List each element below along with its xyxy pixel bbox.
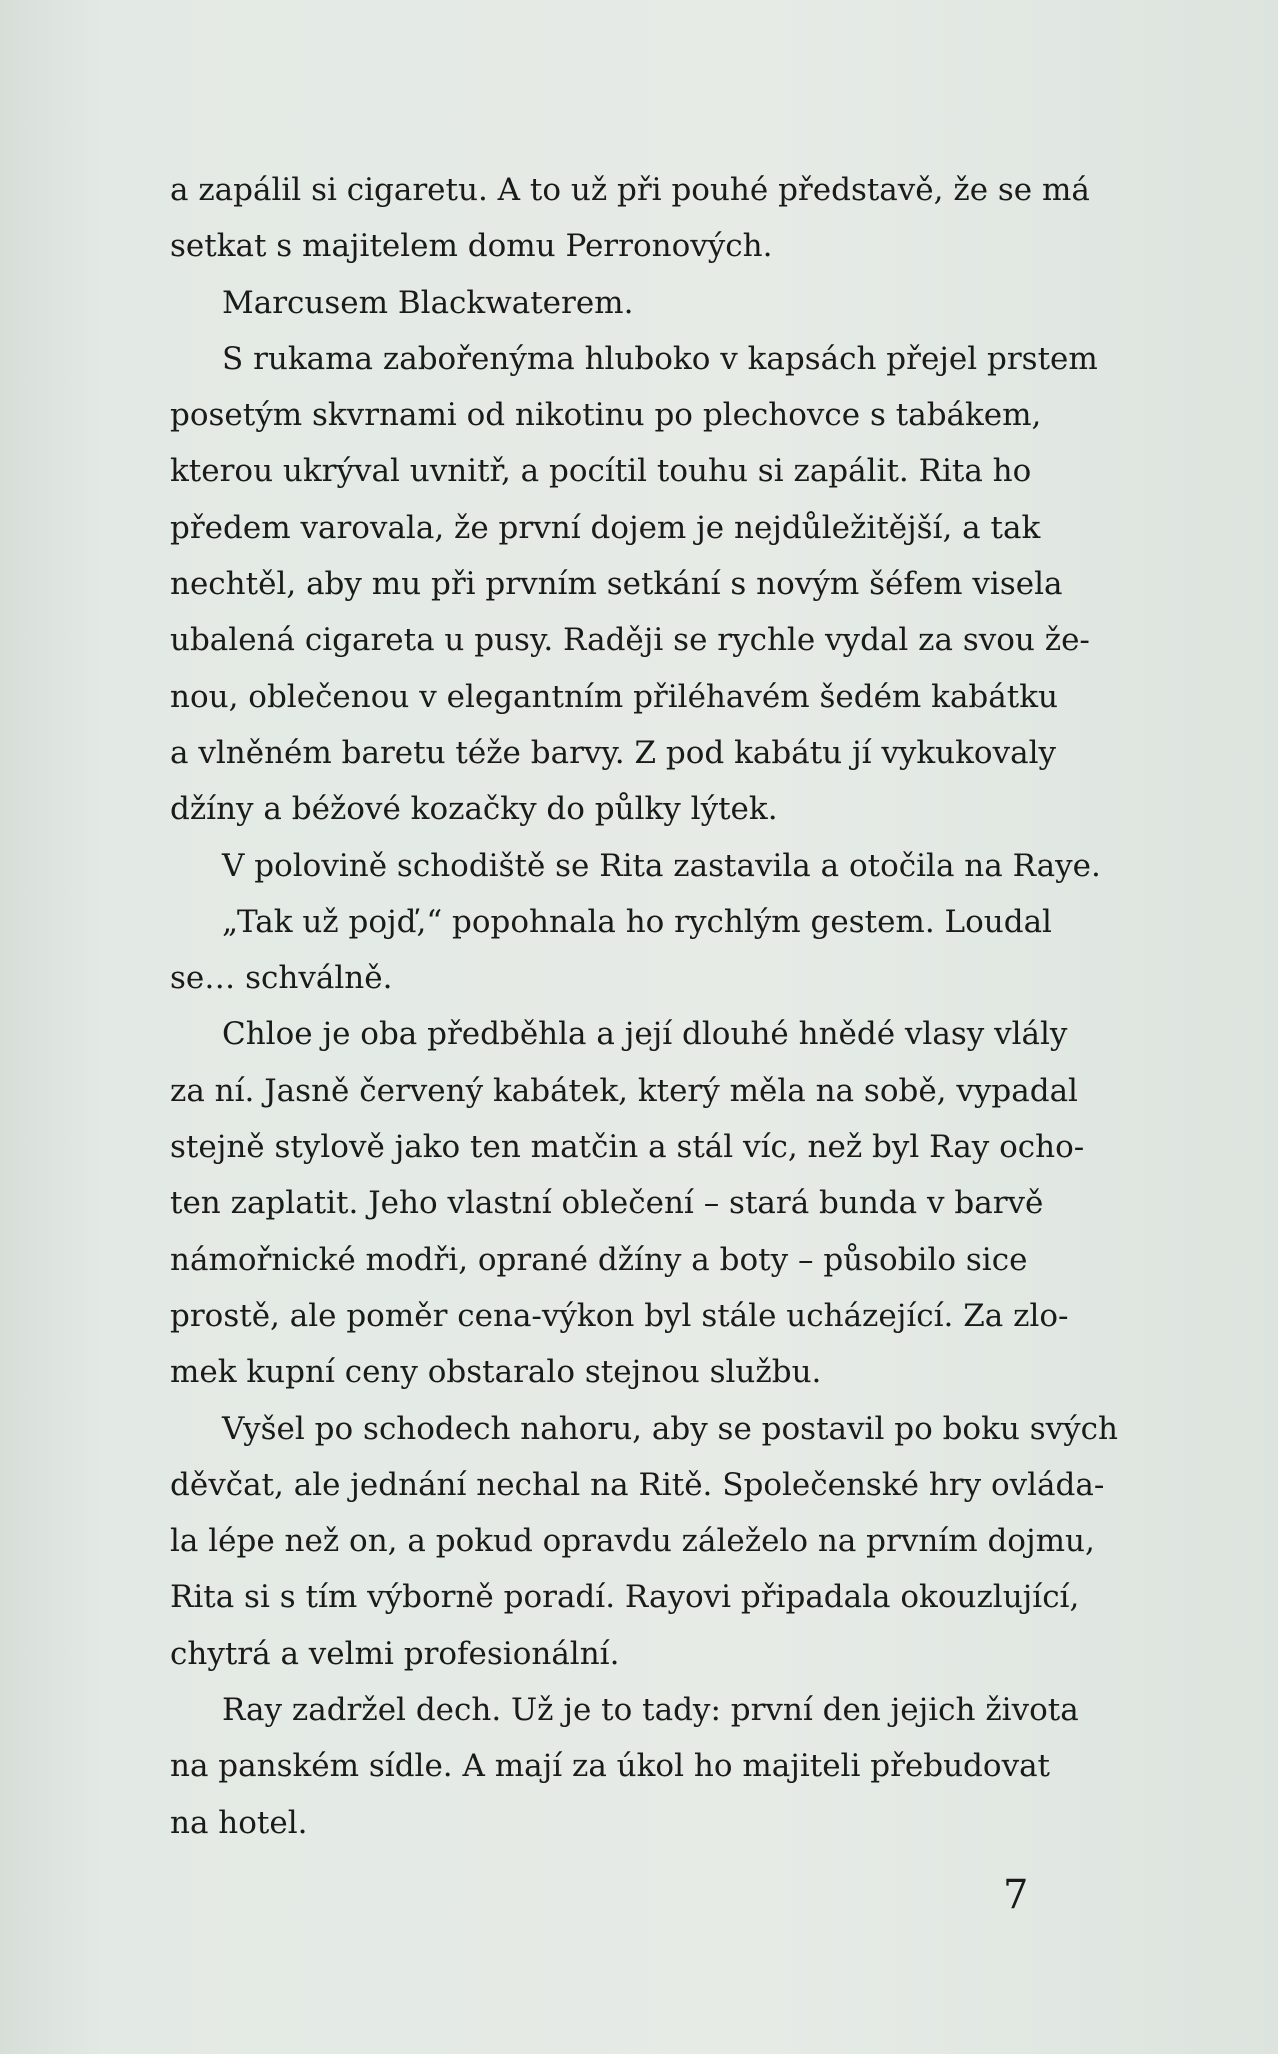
text-line: na hotel. bbox=[170, 1804, 308, 1841]
text-line: a vlněném baretu téže barvy. Z pod kabátu jí vykukovaly bbox=[170, 734, 1056, 771]
text-line: mek kupní ceny obstaralo stejnou službu. bbox=[170, 1354, 822, 1391]
text-line: chytrá a velmi profesionální. bbox=[170, 1635, 620, 1672]
text-line: Chloe je oba předběhla a její dlouhé hnědé vlasy vlály bbox=[222, 1016, 1068, 1053]
text-line: na panském sídle. A mají za úkol ho majiteli přebudovat bbox=[170, 1748, 1051, 1785]
text-line: prostě, ale poměr cena-výkon byl stále ucházející. Za zlo- bbox=[170, 1297, 1069, 1334]
text-line: džíny a béžové kozačky do půlky lýtek. bbox=[170, 791, 778, 828]
text-line: se… schválně. bbox=[170, 960, 393, 997]
text-line: Marcusem Blackwaterem. bbox=[222, 284, 634, 321]
text-line: námořnické modři, oprané džíny a boty – působilo sice bbox=[170, 1241, 1028, 1278]
text-line: setkat s majitelem domu Perronových. bbox=[170, 228, 773, 265]
text-line: la lépe než on, a pokud opravdu záleželo na prvním dojmu, bbox=[170, 1523, 1095, 1560]
text-line: „Tak už pojď,“ popohnala ho rychlým gestem. Loudal bbox=[222, 903, 1052, 940]
text-line: stejně stylově jako ten matčin a stál víc, než byl Ray ocho- bbox=[170, 1129, 1085, 1166]
text-line: V polovině schodiště se Rita zastavila a otočila na Raye. bbox=[222, 847, 1101, 884]
text-line: za ní. Jasně červený kabátek, který měla na sobě, vypadal bbox=[170, 1072, 1078, 1109]
text-line: S rukama zabořenýma hluboko v kapsách přejel prstem bbox=[222, 340, 1098, 377]
text-line: předem varovala, že první dojem je nejdůležitější, a tak bbox=[170, 509, 1041, 546]
text-line: a zapálil si cigaretu. A to už při pouhé představě, že se má bbox=[170, 172, 1090, 208]
text-line: ten zaplatit. Jeho vlastní oblečení – stará bunda v barvě bbox=[170, 1185, 1044, 1222]
text-line: ubalená cigareta u pusy. Raději se rychle vydal za svou že- bbox=[170, 622, 1090, 659]
text-line: nou, oblečenou v elegantním přiléhavém šedém kabátku bbox=[170, 678, 1058, 715]
text-line: posetým skvrnami od nikotinu po plechovce s tabákem, bbox=[170, 397, 1042, 434]
text-line: Vyšel po schodech nahoru, aby se postavil po boku svých bbox=[222, 1410, 1118, 1447]
text-line: Rita si s tím výborně poradí. Rayovi připadala okouzlující, bbox=[170, 1579, 1080, 1616]
text-line: děvčat, ale jednání nechal na Ritě. Společenské hry ovláda- bbox=[170, 1466, 1105, 1503]
text-line: Ray zadržel dech. Už je to tady: první den jejich života bbox=[222, 1692, 1079, 1729]
page-number: 7 bbox=[1003, 1872, 1029, 1918]
body-text bbox=[170, 162, 1140, 1851]
text-line: nechtěl, aby mu při prvním setkání s novým šéfem visela bbox=[170, 566, 1063, 603]
text-line: kterou ukrýval uvnitř, a pocítil touhu si zapálit. Rita ho bbox=[170, 453, 1032, 490]
